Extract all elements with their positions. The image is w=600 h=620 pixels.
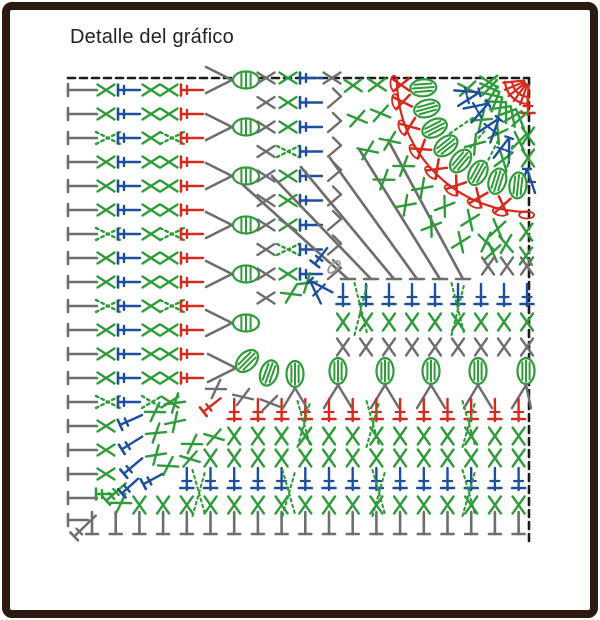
chart-title: Detalle del gráfico xyxy=(70,26,234,48)
mid-band xyxy=(324,283,535,408)
left-rows xyxy=(68,84,203,540)
short-rows xyxy=(258,73,342,280)
puff-column xyxy=(206,67,259,336)
